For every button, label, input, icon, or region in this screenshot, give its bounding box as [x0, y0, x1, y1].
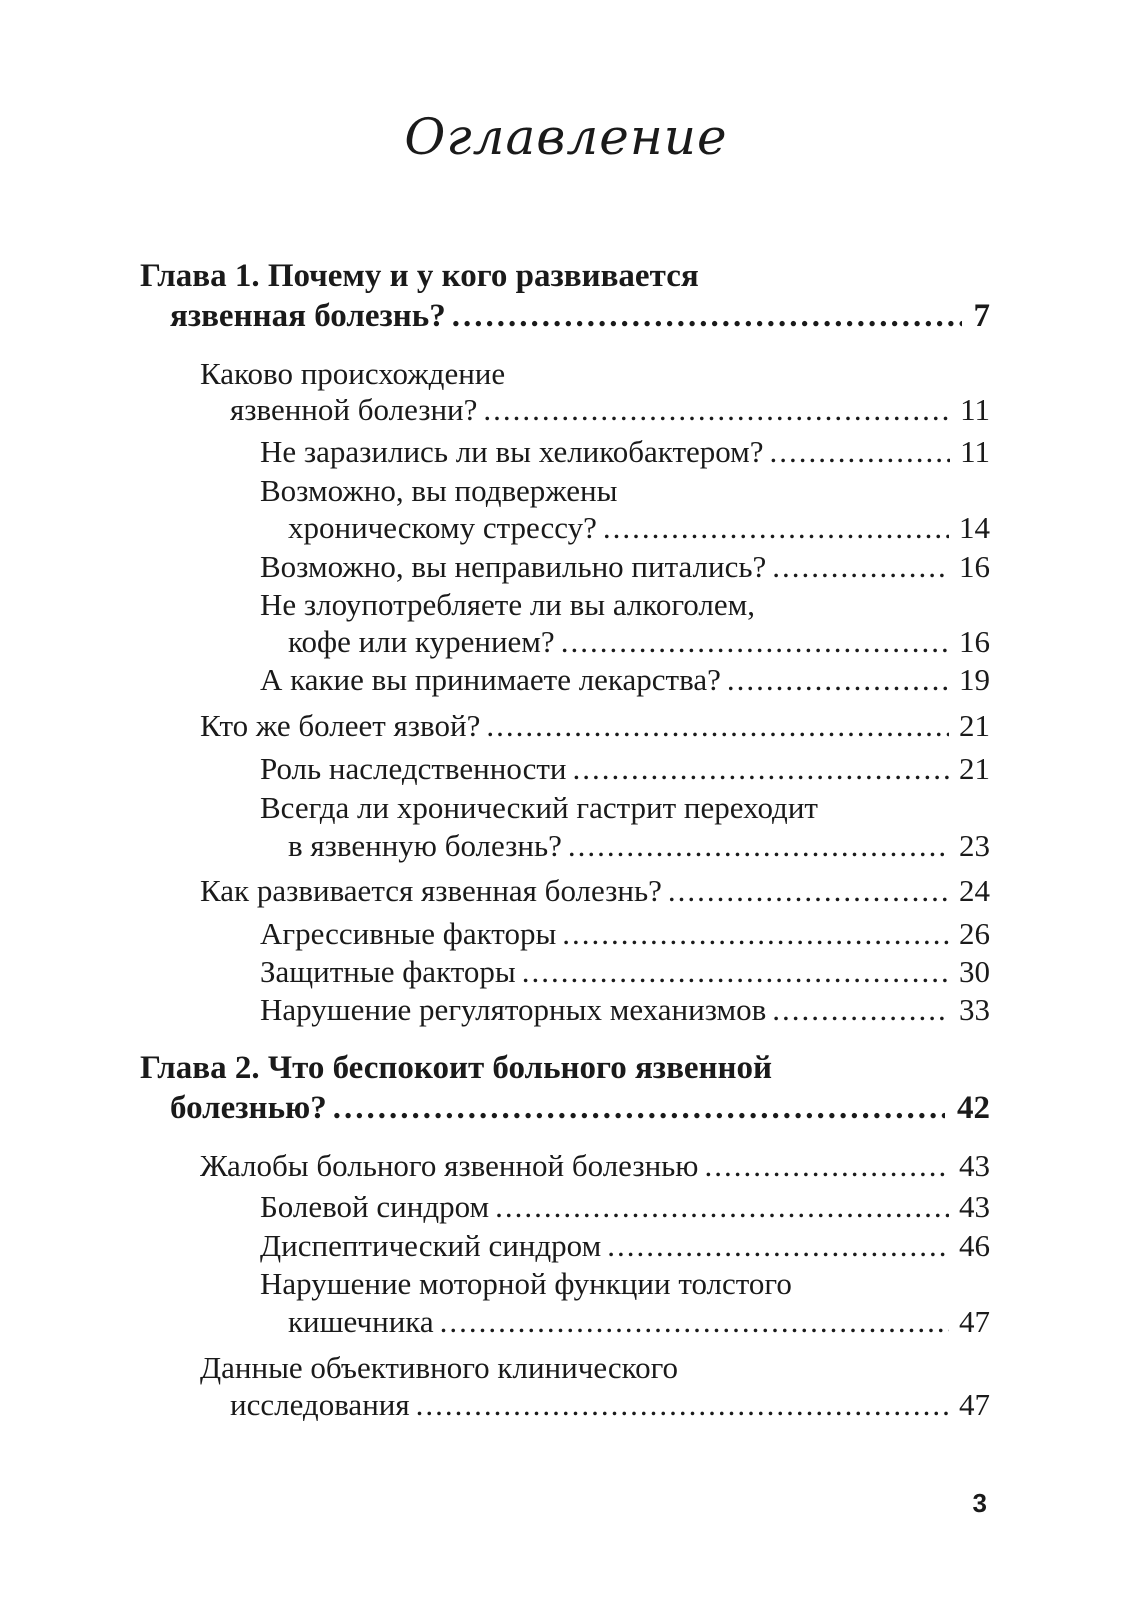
toc-section-objective-title[interactable] — [200, 1350, 678, 1386]
dot-leader — [704, 1148, 949, 1184]
toc-entry-text: Не злоупотребляете ли вы алкоголем, — [260, 587, 755, 622]
dot-leader — [603, 510, 949, 546]
toc-page-number: 30 — [959, 954, 990, 989]
toc-entry-text: в язвенную болезнь? — [288, 828, 562, 863]
toc-page-number: 21 — [959, 751, 990, 786]
toc-page-number: 19 — [959, 662, 990, 697]
toc-subsection-motor-title[interactable] — [260, 1266, 792, 1302]
toc-subsection-stress-title[interactable] — [260, 473, 617, 509]
toc-page-number: 16 — [959, 549, 990, 584]
toc-page-number: 47 — [959, 1304, 990, 1339]
toc-entry-text: Нарушение регуляторных механизмов — [260, 992, 767, 1027]
toc-chapter-2-line[interactable] — [170, 1090, 990, 1126]
toc-subsection-pain[interactable] — [260, 1189, 990, 1225]
toc-entry-text: Данные объективного клинического — [200, 1350, 679, 1385]
toc-page-number: 16 — [959, 624, 990, 659]
toc-entry-text: А какие вы принимаете лекарства? — [260, 662, 721, 697]
toc-entry-text: Не заразились ли вы хеликобактером? — [260, 434, 764, 469]
toc-section-development[interactable] — [200, 873, 990, 909]
dot-leader — [772, 992, 949, 1028]
toc-page-number: 47 — [959, 1387, 990, 1422]
toc-page-number: 21 — [959, 708, 990, 743]
dot-leader — [483, 392, 950, 428]
toc-subsection-gastritis-line[interactable] — [288, 828, 990, 864]
dot-leader — [770, 434, 951, 470]
toc-subsection-dyspeptic[interactable] — [260, 1228, 990, 1264]
toc-subsection-stress-line[interactable] — [288, 510, 990, 546]
toc-subsection-aggressive-factors[interactable] — [260, 916, 990, 952]
toc-page-number: 43 — [959, 1189, 990, 1224]
toc-section-who[interactable] — [200, 708, 990, 744]
dot-leader — [772, 549, 949, 585]
toc-entry-text: Возможно, вы неправильно питались? — [260, 549, 767, 584]
toc-entry-text: кишечника — [288, 1304, 434, 1339]
toc-page-number: 11 — [960, 434, 990, 469]
toc-entry-text: Как развивается язвенная болезнь? — [200, 873, 662, 908]
toc-entry-text: хроническому стрессу? — [288, 510, 597, 545]
toc-section-objective-line[interactable] — [230, 1387, 990, 1423]
toc-entry-text: Болевой синдром — [260, 1189, 490, 1224]
toc-entry-text: Жалобы больного язвенной болезнью — [200, 1148, 699, 1183]
dot-leader — [486, 708, 949, 744]
toc-page-number: 24 — [959, 873, 990, 908]
toc-subsection-gastritis-title[interactable] — [260, 790, 818, 826]
toc-subsection-heredity[interactable] — [260, 751, 990, 787]
dot-leader — [573, 751, 950, 787]
toc-page-number: 33 — [959, 992, 990, 1027]
dot-leader — [333, 1090, 945, 1126]
toc-entry-text: Глава 2. Что беспокоит больного язвенной — [140, 1050, 773, 1086]
dot-leader — [416, 1387, 949, 1423]
toc-entry-text: Защитные факторы — [260, 954, 516, 989]
dot-leader — [562, 916, 949, 952]
toc-subsection-regulatory[interactable] — [260, 992, 990, 1028]
toc-entry-text: Глава 1. Почему и у кого развивается — [140, 258, 699, 294]
toc-page-number: 43 — [959, 1148, 990, 1183]
dot-leader — [568, 828, 949, 864]
toc-entry-text: исследования — [230, 1387, 410, 1422]
toc-entry-text: Каково происхождение — [200, 356, 506, 391]
toc-entry-text: язвенной болезни? — [230, 392, 478, 427]
toc-page-number: 26 — [959, 916, 990, 951]
dot-leader — [452, 298, 962, 334]
toc-chapter-2-title[interactable] — [140, 1050, 772, 1086]
toc-page-number: 14 — [959, 510, 990, 545]
toc-entry-text: Возможно, вы подвержены — [260, 473, 618, 508]
toc-page-number: 11 — [960, 392, 990, 427]
toc-page-number: 23 — [959, 828, 990, 863]
toc-page-number: 7 — [973, 298, 990, 334]
dot-leader — [561, 624, 949, 660]
toc-entry-text: Нарушение моторной функции толстого — [260, 1266, 792, 1301]
toc-subsection-motor-line[interactable] — [288, 1304, 990, 1340]
toc-chapter-1-line[interactable] — [170, 298, 990, 334]
toc-page-number: 42 — [957, 1090, 990, 1126]
toc-entry-text: Диспептический синдром — [260, 1228, 602, 1263]
toc-subsection-alcohol-line[interactable] — [288, 624, 990, 660]
dot-leader — [440, 1304, 949, 1340]
dot-leader — [668, 873, 949, 909]
toc-entry-text: Всегда ли хронический гастрит переходит — [260, 790, 818, 825]
dot-leader — [607, 1228, 949, 1264]
toc-entry-text: Кто же болеет язвой? — [200, 708, 481, 743]
toc-entry-text: Роль наследственности — [260, 751, 567, 786]
toc-subsection-alcohol-title[interactable] — [260, 587, 755, 623]
page-number: 3 — [972, 1488, 987, 1518]
toc-page-number: 46 — [959, 1228, 990, 1263]
page-title: Оглавление — [404, 108, 728, 166]
toc-section-origin-line[interactable] — [230, 392, 990, 428]
toc-subsection-nutrition[interactable] — [260, 549, 990, 585]
toc-entry-text: язвенная болезнь? — [170, 298, 446, 334]
toc-subsection-medication[interactable] — [260, 662, 990, 698]
toc-entry-text: Агрессивные факторы — [260, 916, 557, 951]
toc-chapter-1-title[interactable] — [140, 258, 699, 294]
toc-section-complaints[interactable] — [200, 1148, 990, 1184]
toc-entry-text: кофе или курением? — [288, 624, 555, 659]
dot-leader — [522, 954, 949, 990]
toc-subsection-protective-factors[interactable] — [260, 954, 990, 990]
toc-subsection-helicobacter[interactable] — [260, 434, 990, 470]
dot-leader — [727, 662, 949, 698]
dot-leader — [495, 1189, 949, 1225]
toc-entry-text: болезнью? — [170, 1090, 327, 1126]
toc-section-origin-title[interactable] — [200, 356, 505, 392]
